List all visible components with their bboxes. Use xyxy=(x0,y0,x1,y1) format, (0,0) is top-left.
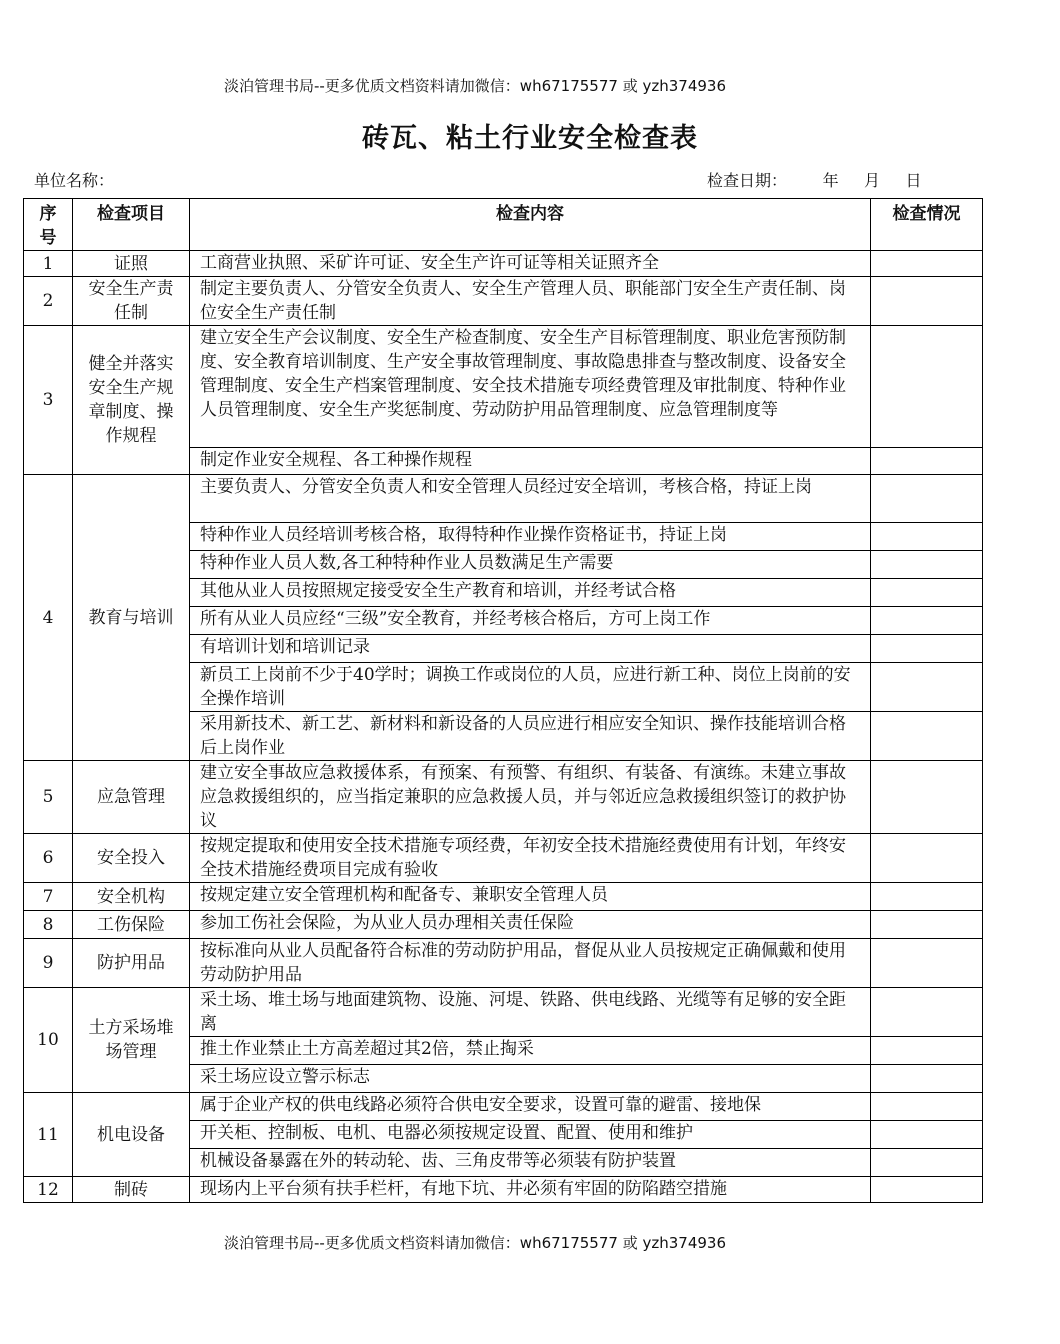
check-item: 制砖 xyxy=(73,1177,190,1203)
row-number: 1 xyxy=(24,251,73,277)
check-content: 制定主要负责人、分管安全负责人、安全生产管理人员、职能部门安全生产责任制、岗位安全生产责任制 xyxy=(190,277,871,326)
check-result-cell[interactable] xyxy=(871,663,983,712)
check-content: 按标准向从业人员配备符合标准的劳动防护用品，督促从业人员按规定正确佩戴和使用劳动防护用品 xyxy=(190,939,871,988)
check-result-cell[interactable] xyxy=(871,475,983,523)
check-content: 新员工上岗前不少于40学时；调换工作或岗位的人员，应进行新工种、岗位上岗前的安全操作培训 xyxy=(190,663,871,712)
check-result-cell[interactable] xyxy=(871,911,983,939)
check-content: 机械设备暴露在外的转动轮、齿、三角皮带等必须装有防护装置 xyxy=(190,1149,871,1177)
table-row xyxy=(24,326,983,448)
table-row xyxy=(24,1177,983,1203)
header-result: 检查情况 xyxy=(871,199,983,251)
check-result-cell[interactable] xyxy=(871,579,983,607)
table-header-row xyxy=(24,199,983,251)
table-row xyxy=(24,883,983,911)
check-item: 健全并落实安全生产规章制度、操作规程 xyxy=(73,326,190,475)
header-note: 淡泊管理书局--更多优质文档资料请加微信：wh67175577 或 yzh374936 xyxy=(223,77,726,95)
row-number: 11 xyxy=(24,1093,73,1177)
table-row xyxy=(24,939,983,988)
row-number: 7 xyxy=(24,883,73,911)
check-result-cell[interactable] xyxy=(871,1149,983,1177)
check-item: 应急管理 xyxy=(73,761,190,834)
table-row xyxy=(24,251,983,277)
check-content: 采土场应设立警示标志 xyxy=(190,1065,871,1093)
row-number: 2 xyxy=(24,277,73,326)
row-number: 3 xyxy=(24,326,73,475)
check-item: 防护用品 xyxy=(73,939,190,988)
check-content: 其他从业人员按照规定接受安全生产教育和培训，并经考试合格 xyxy=(190,579,871,607)
check-item: 土方采场堆场管理 xyxy=(73,988,190,1093)
check-result-cell[interactable] xyxy=(871,1121,983,1149)
header-content: 检查内容 xyxy=(190,199,871,251)
row-number: 9 xyxy=(24,939,73,988)
check-content: 建立安全生产会议制度、安全生产检查制度、安全生产目标管理制度、职业危害预防制度、安全教育培训制度、生产安全事故管理制度、事故隐患排查与整改制度、设备安全管理制度、安全生产档案管理制度、安全技术措施专项经费管理及审批制度、特种作业人员管理制度、安全生产奖惩制度、劳动防护用品管理制度、应急管理制度等 xyxy=(190,326,871,448)
check-item: 安全生产责任制 xyxy=(73,277,190,326)
check-content: 按规定建立安全管理机构和配备专、兼职安全管理人员 xyxy=(190,883,871,911)
check-result-cell[interactable] xyxy=(871,326,983,448)
check-result-cell[interactable] xyxy=(871,1093,983,1121)
document-title: 砖瓦、粘土行业安全检查表 xyxy=(362,123,698,154)
row-number: 6 xyxy=(24,834,73,883)
check-content: 制定作业安全规程、各工种操作规程 xyxy=(190,448,871,475)
check-content: 工商营业执照、采矿许可证、安全生产许可证等相关证照齐全 xyxy=(190,251,871,277)
check-result-cell[interactable] xyxy=(871,607,983,635)
check-content: 有培训计划和培训记录 xyxy=(190,635,871,663)
table-row xyxy=(24,988,983,1037)
row-number: 4 xyxy=(24,475,73,761)
check-item: 证照 xyxy=(73,251,190,277)
check-result-cell[interactable] xyxy=(871,761,983,834)
safety-checklist-table xyxy=(23,198,983,1203)
inspection-date-label: 检查日期： 年 月 日 xyxy=(707,171,922,190)
check-content: 属于企业产权的供电线路必须符合供电安全要求，设置可靠的避雷、接地保 xyxy=(190,1093,871,1121)
row-number: 8 xyxy=(24,911,73,939)
check-content: 按规定提取和使用安全技术措施专项经费，年初安全技术措施经费使用有计划，年终安全技术措施经费项目完成有验收 xyxy=(190,834,871,883)
table-row xyxy=(24,761,983,834)
check-content: 特种作业人员人数,各工种特种作业人员数满足生产需要 xyxy=(190,551,871,579)
check-content: 采土场、堆土场与地面建筑物、设施、河堤、铁路、供电线路、光缆等有足够的安全距离 xyxy=(190,988,871,1037)
check-content: 主要负责人、分管安全负责人和安全管理人员经过安全培训，考核合格，持证上岗 xyxy=(190,475,871,523)
check-result-cell[interactable] xyxy=(871,883,983,911)
footer-note: 淡泊管理书局--更多优质文档资料请加微信：wh67175577 或 yzh374936 xyxy=(223,1234,726,1252)
table-row xyxy=(24,911,983,939)
header-no: 序号 xyxy=(24,199,73,251)
check-result-cell[interactable] xyxy=(871,1037,983,1065)
check-content: 采用新技术、新工艺、新材料和新设备的人员应进行相应安全知识、操作技能培训合格后上岗作业 xyxy=(190,712,871,761)
check-result-cell[interactable] xyxy=(871,251,983,277)
check-result-cell[interactable] xyxy=(871,277,983,326)
table-row xyxy=(24,1093,983,1121)
check-result-cell[interactable] xyxy=(871,635,983,663)
check-result-cell[interactable] xyxy=(871,523,983,551)
check-result-cell[interactable] xyxy=(871,939,983,988)
check-item: 工伤保险 xyxy=(73,911,190,939)
check-content: 建立安全事故应急救援体系，有预案、有预警、有组织、有装备、有演练。未建立事故应急救援组织的，应当指定兼职的应急救援人员，并与邻近应急救援组织签订的救护协议 xyxy=(190,761,871,834)
check-item: 机电设备 xyxy=(73,1093,190,1177)
check-content: 所有从业人员应经“三级”安全教育，并经考核合格后，方可上岗工作 xyxy=(190,607,871,635)
row-number: 12 xyxy=(24,1177,73,1203)
check-content: 特种作业人员经培训考核合格，取得特种作业操作资格证书，持证上岗 xyxy=(190,523,871,551)
check-content: 开关柜、控制板、电机、电器必须按规定设置、配置、使用和维护 xyxy=(190,1121,871,1149)
check-result-cell[interactable] xyxy=(871,834,983,883)
check-result-cell[interactable] xyxy=(871,1065,983,1093)
check-content: 推土作业禁止土方高差超过其2倍，禁止掏采 xyxy=(190,1037,871,1065)
check-result-cell[interactable] xyxy=(871,551,983,579)
check-item: 教育与培训 xyxy=(73,475,190,761)
check-result-cell[interactable] xyxy=(871,448,983,475)
check-result-cell[interactable] xyxy=(871,988,983,1037)
unit-name-label: 单位名称： xyxy=(34,171,115,190)
check-result-cell[interactable] xyxy=(871,1177,983,1203)
check-result-cell[interactable] xyxy=(871,712,983,761)
row-number: 10 xyxy=(24,988,73,1093)
table-row xyxy=(24,834,983,883)
table-row xyxy=(24,277,983,326)
check-item: 安全投入 xyxy=(73,834,190,883)
table-row xyxy=(24,475,983,523)
header-item: 检查项目 xyxy=(73,199,190,251)
check-item: 安全机构 xyxy=(73,883,190,911)
check-content: 现场内上平台须有扶手栏杆，有地下坑、井必须有牢固的防陷踏空措施 xyxy=(190,1177,871,1203)
check-content: 参加工伤社会保险，为从业人员办理相关责任保险 xyxy=(190,911,871,939)
row-number: 5 xyxy=(24,761,73,834)
